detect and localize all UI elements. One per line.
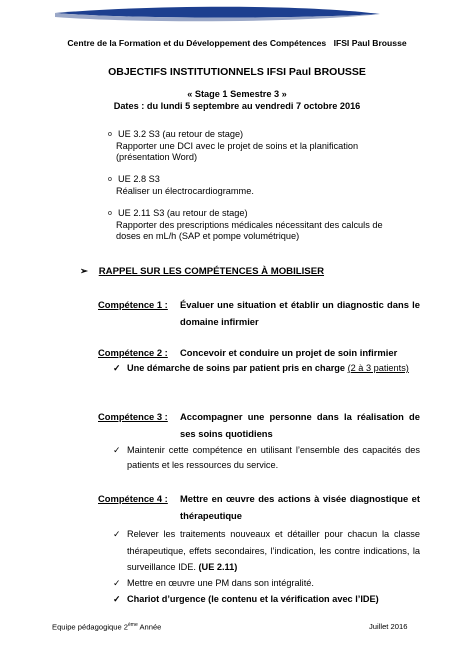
checklist-item — [113, 526, 420, 576]
ue-code: UE 3.2 S3 (au retour de stage) — [118, 129, 244, 139]
competence-3 — [98, 408, 420, 442]
footer-date: Juillet 2016 — [369, 622, 408, 631]
competence-title: Mettre en œuvre des actions à visée diagnostique et thérapeutique — [180, 493, 420, 521]
competence-title: Accompagner une personne dans la réalisation de ses soins quotidiens — [180, 411, 420, 439]
ue-description: (présentation Word) — [116, 152, 198, 163]
ue-description: Réaliser un électrocardiogramme. — [116, 185, 254, 196]
ue-code: UE 2.8 S3 — [118, 174, 160, 184]
arrow-bullet-icon: ➢ — [80, 266, 89, 277]
competence-4 — [98, 490, 420, 524]
checkmark-icon: ✓ — [113, 594, 121, 604]
stage-label: « Stage 1 Semestre 3 » — [187, 89, 287, 99]
competence-1 — [98, 296, 420, 330]
footer-left — [52, 622, 161, 632]
footer-year-label: Année — [137, 622, 162, 632]
checklist-item — [113, 592, 420, 607]
checkmark-icon: ✓ — [113, 445, 121, 455]
footer-ordinal: ème — [128, 622, 138, 628]
checkmark-icon: ✓ — [113, 363, 121, 373]
ue-description: Rapporter une DCI avec le projet de soins et la planification — [116, 140, 359, 151]
ue-description: Rapporter des prescriptions médicales nécessitant des calculs de — [116, 219, 383, 230]
checklist-item — [113, 443, 420, 472]
footer-team: Equipe pédagogique 2 — [52, 622, 129, 632]
checklist-text: Relever les traitements nouveaux et détailler pour chacun la classe thérapeutique, effets secondaires, l’indication, les contre indications, la surveillance IDE. — [127, 529, 420, 572]
competence-label: Compétence 2 : — [98, 347, 168, 358]
circle-bullet-icon: o — [108, 176, 112, 183]
checkmark-icon: ✓ — [113, 578, 121, 588]
ue-item — [108, 174, 418, 197]
checklist-item — [113, 576, 420, 591]
ue-description: doses en mL/h (SAP et pompe volumétrique) — [116, 231, 300, 242]
page-title: OBJECTIFS INSTITUTIONNELS IFSI Paul BROUSSE — [108, 66, 366, 78]
competence-label: Compétence 4 : — [98, 493, 168, 504]
ue-item — [108, 208, 418, 243]
section-title: RAPPEL SUR LES COMPÉTENCES À MOBILISER — [98, 266, 325, 277]
patients-count-note: (2 à 3 patients) — [347, 363, 409, 373]
stage-dates: Dates : du lundi 5 septembre au vendredi 7 octobre 2016 — [113, 101, 361, 111]
checklist-text: Mettre en œuvre une PM dans son intégralité. — [127, 578, 314, 588]
competence-title: Évaluer une situation et établir un diagnostic dans le domaine infirmier — [180, 299, 420, 327]
header-swoosh-graphic — [0, 0, 474, 34]
circle-bullet-icon: o — [108, 131, 112, 138]
circle-bullet-icon: o — [108, 210, 112, 217]
ue-item — [108, 129, 418, 164]
section-heading — [80, 266, 324, 277]
checkmark-icon: ✓ — [113, 529, 121, 539]
document-header — [0, 38, 474, 48]
checklist-text: Chariot d’urgence (le contenu et la vérification avec l’IDE) — [127, 594, 379, 604]
header-center-title: Centre de la Formation et du Développement des Compétences — [67, 38, 327, 48]
ue-code: UE 2.11 S3 (au retour de stage) — [118, 208, 248, 218]
competence-label: Compétence 3 : — [98, 411, 168, 422]
checklist-text: Une démarche de soins par patient pris en charge — [127, 363, 346, 373]
ue-reference: (UE 2.11) — [198, 562, 238, 572]
header-institute: IFSI Paul Brousse — [333, 38, 407, 48]
checklist-text: Maintenir cette compétence en utilisant l’ensemble des capacités des patients et les ressources du service. — [127, 445, 420, 470]
competence-label: Compétence 1 : — [98, 299, 168, 310]
competence-title: Concevoir et conduire un projet de soin infirmier — [180, 347, 398, 358]
checklist-item — [113, 361, 420, 376]
competence-2 — [98, 344, 420, 361]
